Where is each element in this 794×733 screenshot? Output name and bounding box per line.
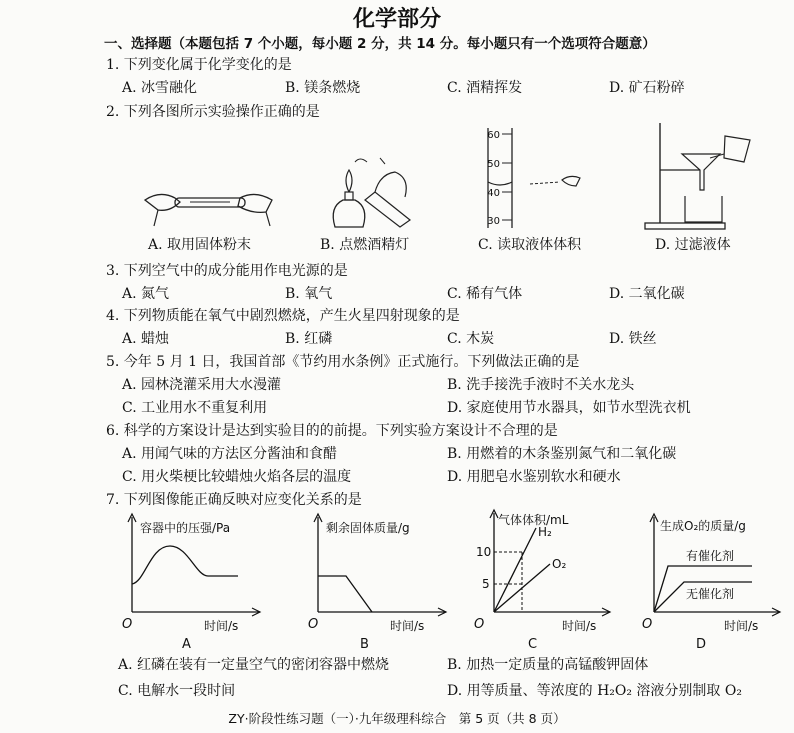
q5-option-a[interactable]: A. 园林浇灌采用大水漫灌 — [122, 377, 282, 393]
graph-d-origin: O — [642, 617, 653, 632]
q3-option-d[interactable]: D. 二氧化碳 — [609, 286, 685, 302]
graph-c-series-o2: O₂ — [552, 557, 567, 571]
page-footer: ZY·阶段性练习题（一）·九年级理科综合 第 5 页（共 8 页） — [228, 711, 566, 726]
section-heading: 一、选择题（本题包括 7 个小题，每小题 2 分，共 14 分。每小题只有一个选项符合题意） — [104, 36, 656, 52]
graph-b-letter: B — [360, 637, 369, 652]
q2-option-c[interactable]: C. 读取液体体积 — [478, 237, 582, 253]
q2-option-d[interactable]: D. 过滤液体 — [655, 237, 731, 253]
q3-option-a[interactable]: A. 氮气 — [122, 286, 170, 302]
graph-d-xlabel: 时间/s — [724, 619, 759, 633]
graph-c-letter: C — [528, 637, 538, 652]
q1-option-d[interactable]: D. 矿石粉碎 — [609, 80, 685, 96]
q4-option-d[interactable]: D. 铁丝 — [609, 331, 657, 347]
q6-option-b[interactable]: B. 用燃着的木条鉴别氮气和二氧化碳 — [447, 446, 677, 462]
q4-option-c[interactable]: C. 木炭 — [447, 331, 495, 347]
graph-c-series-h2: H₂ — [538, 525, 552, 539]
q7-graph-d — [640, 512, 790, 650]
q3-option-b[interactable]: B. 氧气 — [285, 286, 333, 302]
q7-option-a[interactable]: A. 红磷在装有一定量空气的密闭容器中燃烧 — [118, 657, 390, 673]
graph-a-letter: A — [182, 637, 191, 652]
q6-stem: 6. 科学的方案设计是达到实验目的的前提。下列实验方案设计不合理的是 — [106, 423, 558, 439]
graph-a-ylabel: 容器中的压强/Pa — [140, 521, 231, 535]
q2-stem: 2. 下列各图所示实验操作正确的是 — [106, 104, 320, 120]
graph-d-series-catalyst: 有催化剂 — [686, 549, 735, 563]
q1-option-c[interactable]: C. 酒精挥发 — [447, 80, 523, 96]
q7-stem: 7. 下列图像能正确反映对应变化关系的是 — [106, 492, 362, 508]
q3-stem: 3. 下列空气中的成分能用作电光源的是 — [106, 263, 348, 279]
q4-option-a[interactable]: A. 蜡烛 — [122, 331, 170, 347]
q6-option-a[interactable]: A. 用闻气味的方法区分酱油和食醋 — [122, 446, 338, 462]
graph-c-xlabel: 时间/s — [562, 619, 597, 633]
q7-graph-b — [306, 512, 456, 650]
q2-figure-b — [325, 152, 415, 234]
page-title: 化学部分 — [352, 7, 441, 32]
q3-option-c[interactable]: C. 稀有气体 — [447, 286, 523, 302]
q7-option-c[interactable]: C. 电解水一段时间 — [118, 683, 236, 699]
q2-option-b[interactable]: B. 点燃酒精灯 — [320, 237, 410, 253]
q2-figure-c — [470, 128, 590, 232]
q6-option-d[interactable]: D. 用肥皂水鉴别软水和硬水 — [447, 469, 621, 485]
graph-b-ylabel: 剩余固体质量/g — [326, 521, 410, 535]
q2-figure-a — [140, 180, 280, 230]
tick-30: 30 — [487, 216, 500, 227]
graph-c-tick-5: 5 — [482, 577, 490, 591]
q7-option-d[interactable]: D. 用等质量、等浓度的 H₂O₂ 溶液分别制取 O₂ — [447, 683, 742, 699]
q1-stem: 1. 下列变化属于化学变化的是 — [106, 57, 292, 73]
q1-option-a[interactable]: A. 冰雪融化 — [122, 80, 198, 96]
q5-option-c[interactable]: C. 工业用水不重复利用 — [122, 400, 268, 416]
graph-a-origin: O — [122, 617, 133, 632]
q5-stem: 5. 今年 5 月 1 日，我国首部《节约用水条例》正式施行。下列做法正确的是 — [106, 354, 580, 370]
q1-option-b[interactable]: B. 镁条燃烧 — [285, 80, 361, 96]
q5-option-b[interactable]: B. 洗手接洗手液时不关水龙头 — [447, 377, 635, 393]
tick-40: 40 — [487, 188, 500, 199]
graph-b-xlabel: 时间/s — [390, 619, 425, 633]
q5-option-d[interactable]: D. 家庭使用节水器具，如节水型洗衣机 — [447, 400, 691, 416]
graph-d-ylabel: 生成O₂的质量/g — [660, 519, 746, 533]
graph-c-origin: O — [474, 617, 485, 632]
q4-stem: 4. 下列物质能在氧气中剧烈燃烧，产生火星四射现象的是 — [106, 308, 460, 324]
tick-50: 50 — [487, 159, 500, 170]
q2-figure-d — [640, 118, 760, 232]
graph-c-ylabel: 气体体积/mL — [498, 513, 569, 527]
graph-c-tick-10: 10 — [476, 545, 492, 559]
q7-graph-c — [470, 508, 620, 650]
q7-graph-a — [120, 512, 270, 650]
q2-option-a[interactable]: A. 取用固体粉末 — [148, 237, 252, 253]
graph-d-series-no-catalyst: 无催化剂 — [686, 587, 735, 601]
tick-60: 60 — [487, 130, 500, 141]
graph-d-letter: D — [696, 637, 707, 652]
graph-a-xlabel: 时间/s — [204, 619, 239, 633]
q7-option-b[interactable]: B. 加热一定质量的高锰酸钾固体 — [447, 657, 649, 673]
q4-option-b[interactable]: B. 红磷 — [285, 331, 333, 347]
q6-option-c[interactable]: C. 用火柴梗比较蜡烛火焰各层的温度 — [122, 469, 352, 485]
graph-b-origin: O — [308, 617, 319, 632]
